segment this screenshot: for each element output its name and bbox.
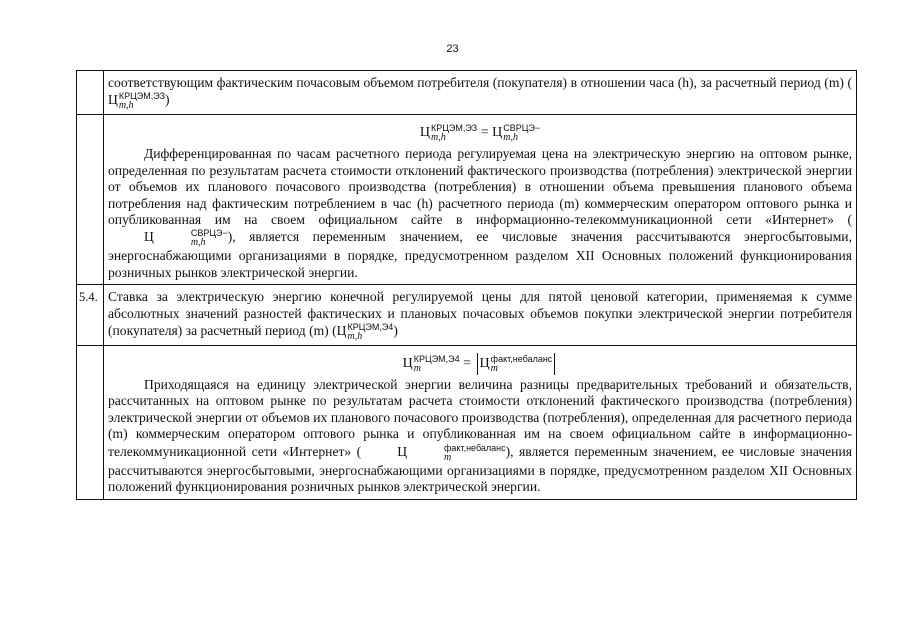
formula-rhs: Ц факт,небаланс m bbox=[479, 353, 553, 374]
price-symbol: Ц факт,небаланс m bbox=[397, 442, 506, 463]
abs-bar-right bbox=[554, 353, 555, 375]
formula bbox=[108, 121, 852, 145]
row-number-cell bbox=[77, 285, 104, 346]
paragraph-text: Дифференцированная по часам расчетного периода регулируемая цена на электрическую энергию на оптовом рынке, определенная по результатам расчета стоимости отклонений фактического производства (потребления) электрической энергии от объемов их планового почасового производства (потребления) в отношении объема превышения планового объема потребления над фактическим потреблением в час (h) расчетного периода (m) коммерческим оператором оптового рынка и опубликованная им на своем официальном сайте в информационно-телекоммуникационной сети «Интернет» ( bbox=[108, 146, 852, 228]
row-number-cell bbox=[77, 115, 104, 285]
row-number-cell bbox=[77, 71, 104, 115]
paragraph bbox=[108, 377, 852, 495]
price-symbol: Ц КРЦЭМ,ЭЗ m,h bbox=[108, 91, 166, 112]
paragraph-text: ) bbox=[165, 92, 170, 108]
table-row bbox=[77, 285, 857, 346]
paragraph bbox=[108, 146, 852, 281]
price-symbol: Ц КРЦЭМ,Э4 m,h bbox=[336, 322, 394, 343]
paragraph bbox=[108, 75, 852, 111]
formula-rhs: Ц СВРЦЭ− m,h bbox=[492, 123, 541, 144]
formula-lhs: Ц КРЦЭМ,ЭЗ m,h bbox=[419, 123, 478, 144]
paragraph-text: Ставка за электрическую энергию конечной регулируемой цены для пятой ценовой категории, применяемая к сумме абсолютных значений разностей фактических и плановых почасовых объемов покупки электрической энергии потребителя (покупателя) за расчетный период (m) ( bbox=[108, 289, 852, 339]
formula-equals: = bbox=[480, 125, 489, 141]
table-row bbox=[77, 71, 857, 115]
page-number: 23 bbox=[446, 43, 459, 55]
row-text-cell bbox=[104, 285, 857, 346]
paragraph-text: Приходящаяся на единицу электрической энергии величина разницы предварительных требований и обязательств, рассчитанных на оптовом рынке по результатам расчета стоимости отклонений фактического производства (потребления) электрической энергии от объемов их планового почасового производства (потребления), определенная для расчетного периода (m) коммерческим оператором оптового рынка и опубликованная им на своем официальном сайте в информационно-телекоммуникационной сети «Интернет» ( bbox=[108, 377, 852, 459]
row-number-cell bbox=[77, 346, 104, 499]
paragraph-text: ), является переменным значением, ее числовые значения рассчитываются энергосбытовыми, энергоснабжающими организациями в порядке, предусмотренном разделом XII Основных положений функционирования розничных рынков электрической энергии. bbox=[108, 229, 852, 280]
abs-bar-left bbox=[477, 353, 478, 375]
row-text-cell bbox=[104, 346, 857, 499]
paragraph-text: ) bbox=[393, 323, 398, 339]
row-number: 5.4. bbox=[79, 290, 98, 305]
formula bbox=[108, 352, 852, 376]
row-text-cell bbox=[104, 71, 857, 115]
price-symbol: Ц СВРЦЭ− m,h bbox=[144, 228, 228, 249]
paragraph-text: ), является переменным значением, ее числовые значения рассчитываются энергосбытовыми, энергоснабжающими организациями в порядке, предусмотренном разделом XII Основных положений функционирования розничных рынков электрической энергии. bbox=[108, 443, 852, 495]
formula-equals: = bbox=[463, 356, 472, 372]
row-text-cell bbox=[104, 115, 857, 285]
paragraph-text: соответствующим фактическим почасовым объемом потребителя (покупателя) в отношении часа (h), за расчетный период (m) ( bbox=[108, 75, 852, 90]
formula-lhs: Ц КРЦЭМ,Э4 m bbox=[402, 353, 460, 374]
tariff-table bbox=[76, 70, 857, 500]
table-row bbox=[77, 115, 857, 285]
table-row bbox=[77, 346, 857, 499]
paragraph bbox=[108, 289, 852, 342]
